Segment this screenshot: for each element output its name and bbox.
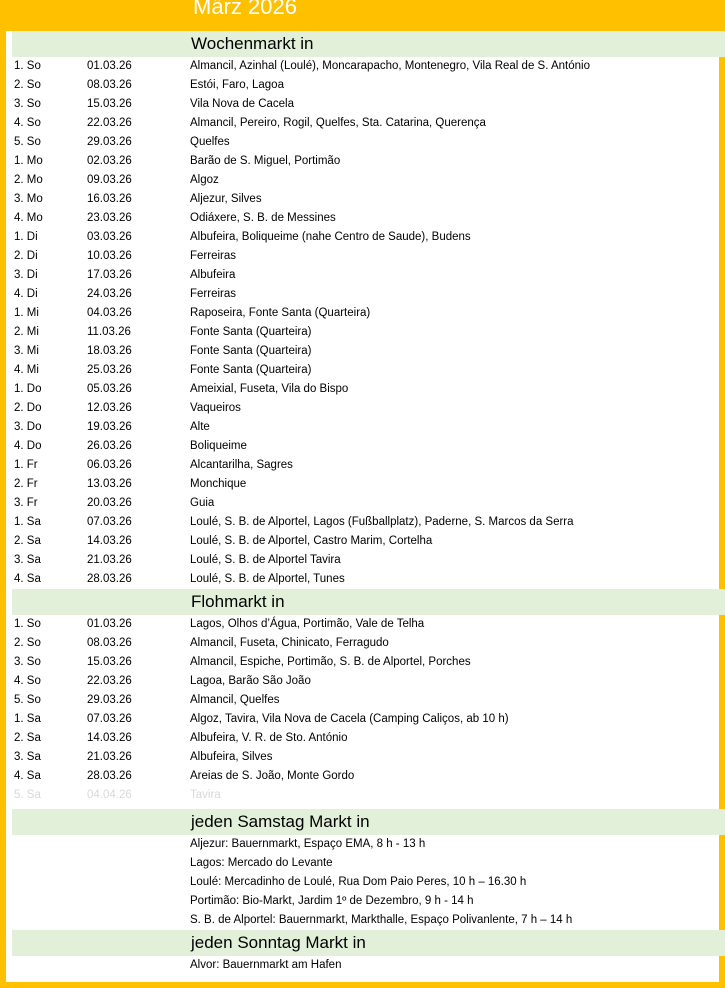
row-day: 4. Mo: [14, 212, 43, 224]
table-row: [12, 323, 725, 342]
market-info-text: S. B. de Alportel: Bauernmarkt, Markthalle, Espaço Polivanlente, 7 h – 14 h: [190, 914, 573, 926]
table-row: [12, 114, 725, 133]
table-row: [12, 615, 725, 634]
table-row: [12, 691, 725, 710]
row-places: Ameixial, Fuseta, Vila do Bispo: [190, 383, 349, 395]
row-places: Lagoa, Barão São João: [190, 675, 311, 687]
row-day: 4. Do: [14, 440, 42, 452]
row-places: Algoz, Tavira, Vila Nova de Cacela (Camping Caliços, ab 10 h): [190, 713, 509, 725]
row-day: 2. So: [14, 79, 41, 91]
row-places: Alte: [190, 421, 210, 433]
row-day: 2. Mi: [14, 326, 39, 338]
section-header-sonntag: [12, 930, 725, 956]
row-date: 14.03.26: [87, 732, 132, 744]
row-places: Almancil, Quelfes: [190, 694, 280, 706]
section-title: jeden Sonntag Markt in: [191, 933, 366, 952]
table-row: [12, 76, 725, 95]
row-date: 16.03.26: [87, 193, 132, 205]
market-info-text: Aljezur: Bauernmarkt, Espaço EMA, 8 h - 13 h: [190, 838, 426, 850]
table-row: [12, 95, 725, 114]
row-date: 21.03.26: [87, 751, 132, 763]
row-places: Vaqueiros: [190, 402, 241, 414]
row-date: 17.03.26: [87, 269, 132, 281]
row-day: 4. Sa: [14, 573, 41, 585]
row-date: 28.03.26: [87, 573, 132, 585]
row-date: 14.03.26: [87, 535, 132, 547]
row-places: Odiáxere, S. B. de Messines: [190, 212, 336, 224]
row-day: 3. Mo: [14, 193, 43, 205]
section-title: Flohmarkt in: [191, 592, 285, 611]
section-title: jeden Samstag Markt in: [191, 812, 370, 831]
row-day: 4. So: [14, 675, 41, 687]
month-header-bar: [6, 0, 725, 31]
section-header-wochenmarkt: [12, 31, 725, 57]
table-row: [12, 228, 725, 247]
row-places: Monchique: [190, 478, 247, 490]
market-info-text: Lagos: Mercado do Levante: [190, 857, 333, 869]
row-date: 20.03.26: [87, 497, 132, 509]
table-row: [12, 152, 725, 171]
row-places: Ferreiras: [190, 250, 237, 262]
row-day: 3. So: [14, 656, 41, 668]
row-places: Raposeira, Fonte Santa (Quarteira): [190, 307, 371, 319]
row-date: 28.03.26: [87, 770, 132, 782]
row-day: 2. Do: [14, 402, 42, 414]
row-date: 29.03.26: [87, 694, 132, 706]
row-places: Tavira: [190, 789, 221, 801]
row-day: 1. Do: [14, 383, 42, 395]
list-item: [12, 956, 725, 975]
row-day: 1. Fr: [14, 459, 38, 471]
row-day: 5. So: [14, 136, 41, 148]
list-item: [12, 911, 725, 930]
table-row: [12, 532, 725, 551]
table-row: [12, 285, 725, 304]
list-item: [12, 835, 725, 854]
row-date: 02.03.26: [87, 155, 132, 167]
row-places: Loulé, S. B. de Alportel, Tunes: [190, 573, 345, 585]
row-places: Albufeira, V. R. de Sto. António: [190, 732, 348, 744]
market-table: [12, 31, 725, 975]
row-places: Estói, Faro, Lagoa: [190, 79, 284, 91]
row-places: Loulé, S. B. de Alportel Tavira: [190, 554, 341, 566]
sonntag-lines: [12, 956, 725, 975]
row-places: Ferreiras: [190, 288, 237, 300]
samstag-lines: [12, 835, 725, 930]
row-day: 2. Sa: [14, 732, 41, 744]
row-date: 26.03.26: [87, 440, 132, 452]
table-row: [12, 380, 725, 399]
table-row: [12, 672, 725, 691]
row-day: 1. Mo: [14, 155, 43, 167]
row-places: Algoz: [190, 174, 219, 186]
market-info-text: Loulé: Mercadinho de Loulé, Rua Dom Paio Peres, 10 h – 16.30 h: [190, 876, 527, 888]
row-places: Albufeira: [190, 269, 236, 281]
row-date: 12.03.26: [87, 402, 132, 414]
list-item: [12, 892, 725, 911]
row-date: 13.03.26: [87, 478, 132, 490]
row-date: 06.03.26: [87, 459, 132, 471]
row-date: 29.03.26: [87, 136, 132, 148]
row-day: 1. Di: [14, 231, 38, 243]
table-row: [12, 209, 725, 228]
row-day: 2. So: [14, 637, 41, 649]
table-row: [12, 653, 725, 672]
row-date: 22.03.26: [87, 117, 132, 129]
row-date: 07.03.26: [87, 713, 132, 725]
table-row: [12, 361, 725, 380]
row-date: 22.03.26: [87, 675, 132, 687]
section-header-samstag: [12, 809, 725, 835]
table-row: [12, 475, 725, 494]
row-day: 4. So: [14, 117, 41, 129]
table-row: [12, 456, 725, 475]
section-title: Wochenmarkt in: [191, 34, 314, 53]
flohmarkt-rows: [12, 615, 725, 805]
row-day: 2. Di: [14, 250, 38, 262]
row-places: Boliqueime: [190, 440, 247, 452]
row-places: Areias de S. João, Monte Gordo: [190, 770, 355, 782]
row-date: 24.03.26: [87, 288, 132, 300]
row-places: Fonte Santa (Quarteira): [190, 326, 312, 338]
row-date: 21.03.26: [87, 554, 132, 566]
row-day: 1. Sa: [14, 516, 41, 528]
row-date: 09.03.26: [87, 174, 132, 186]
row-places: Quelfes: [190, 136, 230, 148]
row-day: 1. Mi: [14, 307, 39, 319]
row-date: 04.04.26: [87, 789, 132, 801]
table-row: [12, 133, 725, 152]
row-date: 03.03.26: [87, 231, 132, 243]
row-places: Albufeira, Silves: [190, 751, 273, 763]
row-places: Loulé, S. B. de Alportel, Lagos (Fußballplatz), Paderne, S. Marcos da Serra: [190, 516, 574, 528]
row-date: 15.03.26: [87, 98, 132, 110]
row-places: Almancil, Espiche, Portimão, S. B. de Alportel, Porches: [190, 656, 471, 668]
row-day: 3. Do: [14, 421, 42, 433]
row-day: 3. Sa: [14, 751, 41, 763]
list-item: [12, 854, 725, 873]
table-row: [12, 513, 725, 532]
row-date: 11.03.26: [87, 326, 131, 338]
row-places: Loulé, S. B. de Alportel, Castro Marim, Cortelha: [190, 535, 433, 547]
row-places: Aljezur, Silves: [190, 193, 262, 205]
row-places: Fonte Santa (Quarteira): [190, 364, 312, 376]
row-places: Barão de S. Miguel, Portimão: [190, 155, 341, 167]
row-day: 2. Mo: [14, 174, 43, 186]
row-day: 3. So: [14, 98, 41, 110]
row-day: 3. Fr: [14, 497, 38, 509]
row-day: 1. So: [14, 618, 41, 630]
table-row: [12, 247, 725, 266]
row-day: 4. Sa: [14, 770, 41, 782]
row-date: 19.03.26: [87, 421, 132, 433]
table-row: [12, 767, 725, 786]
table-row: [12, 437, 725, 456]
row-places: Almancil, Azinhal (Loulé), Moncarapacho, Montenegro, Vila Real de S. António: [190, 60, 590, 72]
section-header-flohmarkt: [12, 589, 725, 615]
row-day: 3. Di: [14, 269, 38, 281]
table-row: [12, 494, 725, 513]
row-date: 15.03.26: [87, 656, 132, 668]
row-day: 3. Mi: [14, 345, 39, 357]
table-row: [12, 634, 725, 653]
market-info-text: Portimão: Bio-Markt, Jardim 1º de Dezembro, 9 h - 14 h: [190, 895, 474, 907]
month-title: März 2026: [193, 0, 297, 19]
row-places: Almancil, Pereiro, Rogil, Quelfes, Sta. Catarina, Querença: [190, 117, 486, 129]
row-date: 10.03.26: [87, 250, 132, 262]
table-row: [12, 342, 725, 361]
row-date: 01.03.26: [87, 60, 132, 72]
wochenmarkt-rows: [12, 57, 725, 589]
table-row: [12, 171, 725, 190]
row-places: Albufeira, Boliqueime (nahe Centro de Saude), Budens: [190, 231, 471, 243]
row-places: Almancil, Fuseta, Chinicato, Ferragudo: [190, 637, 389, 649]
table-row: [12, 710, 725, 729]
row-places: Alcantarilha, Sagres: [190, 459, 293, 471]
row-date: 05.03.26: [87, 383, 132, 395]
table-row: [12, 190, 725, 209]
row-date: 07.03.26: [87, 516, 132, 528]
row-day: 4. Mi: [14, 364, 39, 376]
row-places: Fonte Santa (Quarteira): [190, 345, 312, 357]
table-row: [12, 266, 725, 285]
table-row: [12, 786, 725, 805]
row-places: Lagos, Olhos d’Água, Portimão, Vale de Telha: [190, 618, 425, 630]
row-date: 08.03.26: [87, 637, 132, 649]
row-day: 1. Sa: [14, 713, 41, 725]
market-info-text: Alvor: Bauernmarkt am Hafen: [190, 959, 342, 971]
row-places: Guia: [190, 497, 215, 509]
row-day: 3. Sa: [14, 554, 41, 566]
row-day: 2. Fr: [14, 478, 38, 490]
row-day: 2. Sa: [14, 535, 41, 547]
row-day: 5. Sa: [14, 789, 41, 801]
table-row: [12, 551, 725, 570]
list-item: [12, 873, 725, 892]
row-day: 5. So: [14, 694, 41, 706]
row-places: Vila Nova de Cacela: [190, 98, 294, 110]
row-date: 23.03.26: [87, 212, 132, 224]
table-row: [12, 304, 725, 323]
row-day: 1. So: [14, 60, 41, 72]
table-row: [12, 57, 725, 76]
row-date: 18.03.26: [87, 345, 132, 357]
table-row: [12, 399, 725, 418]
table-row: [12, 748, 725, 767]
row-day: 4. Di: [14, 288, 38, 300]
row-date: 25.03.26: [87, 364, 132, 376]
row-date: 01.03.26: [87, 618, 132, 630]
table-row: [12, 729, 725, 748]
row-date: 04.03.26: [87, 307, 132, 319]
table-row: [12, 418, 725, 437]
table-row: [12, 570, 725, 589]
row-date: 08.03.26: [87, 79, 132, 91]
